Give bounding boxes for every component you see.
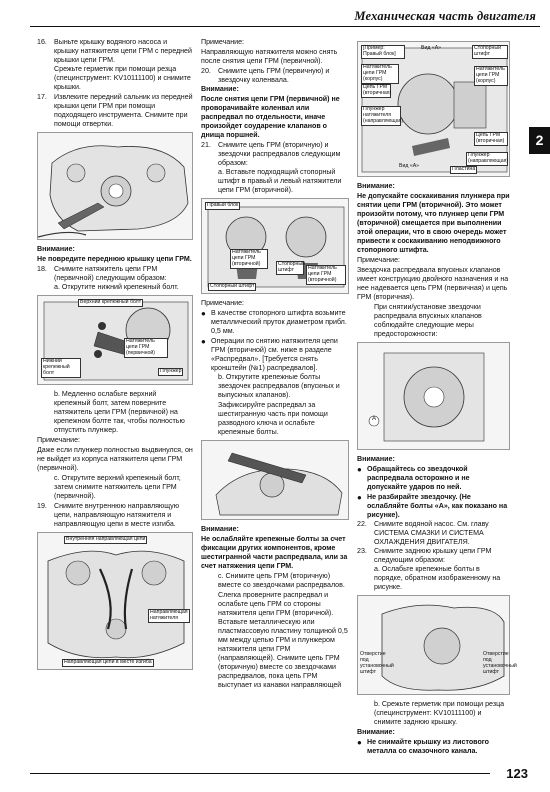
step-20: [201, 67, 349, 85]
step-subtext: с. Открутите верхний крепежный болт, затем снимите натяжитель цепи ГРМ (первичной).: [54, 474, 181, 500]
figure-label: Стопорный штифт: [278, 261, 306, 273]
step-text: Снимите цепь ГРМ (первичную) и звездочку коленвала.: [218, 67, 330, 84]
warning-title: Внимание:: [37, 245, 75, 253]
footer-rule: [30, 773, 490, 774]
step-number: 18.: [37, 265, 47, 273]
figure-label: Внутренняя направляющая цепи: [66, 536, 146, 542]
figure-label: Натяжитель цепи ГРМ (вторичной): [306, 265, 346, 285]
figure-label: Нижний крепежный болт: [41, 358, 81, 378]
figure-label: Натяжитель цепи ГРМ (вторичной): [230, 249, 268, 269]
note-bullet: ● В качестве стопорного штифта возьмите металлический пруток диаметром прибл. 0,5 мм.: [201, 309, 349, 336]
warning-title: Внимание:: [357, 182, 395, 190]
figure-label: Пластина: [452, 166, 476, 172]
step-subtext: b. Открутите крепежные болты звездочек распредвалов (впускных и выпускных клапанов).: [218, 373, 340, 399]
note-text: Направляющую натяжителя можно снять после снятия цепи ГРМ (первичной).: [201, 48, 338, 65]
bullet-text: Обращайтесь со звездочкой распредвала осторожно и не допускайте ударов по ней.: [367, 465, 470, 491]
step-22: [357, 520, 510, 547]
step-text: Снимите заднюю крышку цепи ГРМ следующим образом:: [374, 547, 492, 564]
step-number: 20.: [201, 67, 211, 75]
figure-front-cover-seal: [37, 132, 193, 240]
figure-label: Вид «А»: [421, 45, 442, 51]
step-number: 23.: [357, 547, 367, 555]
warning-text: Не ослабляйте крепежные болты за счет фиксации других компонентов, кроме шестигранной части распредвала, или за счет натяжения цепи ГРМ.: [201, 535, 348, 570]
step-21: [201, 141, 349, 168]
step-23: [357, 547, 510, 565]
figure-primary-tensioner: [37, 295, 193, 385]
step-number: 22.: [357, 520, 367, 528]
warning-text: Не допускайте соскакивания плунжера при снятии цепи ГРМ (вторичной). Это может произойти потому, что плунжер цепи ГРМ (вторичной) смещается при выполнении этой операции, что в свою очередь может привести к соскакиванию неподвижного стопорного штифта.: [357, 192, 510, 254]
column-3: [357, 38, 517, 756]
step-subtext: При снятии/установке звездочки распредвала впускных клапанов соблюдайте следующие меры предосторожности:: [374, 303, 482, 338]
figure-intake-sprocket: [357, 342, 510, 450]
warning-title: Внимание:: [201, 85, 239, 93]
note-title: Примечание:: [37, 436, 81, 444]
figure-label: Стопорный штифт: [210, 283, 255, 289]
figure-label: A: [372, 416, 377, 422]
figure-label: Плунжер (направляющая): [468, 152, 509, 164]
column-1: [37, 38, 193, 675]
step-text: Снимите цепь ГРМ (вторичную) и звездочки распредвалов следующим образом:: [218, 141, 341, 167]
warning-title: Внимание:: [357, 455, 395, 463]
bullet-text: Не разбирайте звездочку. (Не ослабляйте болты «А», как показано на рисунке).: [367, 493, 508, 519]
step-18: [37, 265, 193, 283]
step-subtext: Слегка проверните распредвал и ослабьте цепь ГРМ со стороны натяжителя цепи ГРМ (вторичной). Вставьте металлическую или пластмассовую пластину толщиной 0,5 мм между цепью ГРМ и плунжером натяжителя цепи ГРМ (направляющей). Снимите цепь ГРМ (вторичную) вместе со звездочками распредвалов, пока цепь ГРМ выступает из канавки направляющей: [218, 591, 348, 689]
side-tab: 2: [529, 127, 550, 154]
figure-label: Плунжер натяжителя (направляющая): [363, 106, 404, 124]
note-text: Звездочка распредвала впускных клапанов имеет конструкцию двойного назначения и на нее надевается цепь ГРМ (первичная) и цепь ГРМ (вторичная).: [357, 266, 509, 301]
warning-title: Внимание:: [201, 525, 239, 533]
chain-guides-drawing: [38, 533, 194, 671]
bullet-text: Операции по снятию натяжителя цепи ГРМ (вторичной) см. ниже в разделе «Распредвал». [Требуется снять кронштейн (№1) распредвалов].: [211, 337, 338, 372]
engine-cover-drawing: [38, 133, 194, 241]
rear-cover-drawing: [358, 596, 517, 696]
step-number: 19.: [37, 502, 47, 510]
warning-bullet: ● Обращайтесь со звездочкой распредвала осторожно и не допускайте ударов по ней.: [357, 465, 510, 492]
figure-label: Отверстие под установочный штифт: [360, 651, 394, 675]
figure-label: Отверстие под установочный штифт: [483, 651, 517, 675]
figure-label: Цепь ГРМ (вторичная): [474, 132, 508, 146]
step-subtext: Срежьте герметик при помощи резца (специнструмент: KV10111100) и снимите крышки.: [54, 65, 191, 91]
page-number: 123: [506, 766, 528, 781]
step-text: Снимите внутреннюю направляющую цепи, направляющую натяжителя и направляющую цепи в месте изгиба.: [54, 502, 180, 528]
warning-text: Не повредите переднюю крышку цепи ГРМ.: [37, 255, 192, 263]
figure-label: Плунжер: [160, 368, 182, 374]
figure-rear-cover-bolts: [357, 595, 517, 695]
step-text: Выньте крышку водяного насоса и крышку натяжителя цепи ГРМ с передней крышки цепи ГРМ.: [54, 38, 192, 64]
intake-sprocket-drawing: [358, 343, 511, 451]
step-number: 17.: [37, 93, 47, 101]
bullet-text: Не снимайте крышку из листового металла со смазочного канала.: [367, 738, 489, 755]
figure-camshaft-wrench: [201, 440, 349, 520]
note-title: Примечание:: [201, 299, 245, 307]
note-text: Даже если плунжер полностью выдвинулся, он не выйдет из корпуса натяжителя цепи ГРМ (первичной).: [37, 446, 193, 472]
figure-label: Цепь ГРМ (вторичная): [363, 84, 392, 96]
camshaft-wrench-drawing: [202, 441, 350, 521]
step-subtext: b. Срежьте герметик при помощи резца (специнструмент: KV10111100) и снимите заднюю крышку.: [374, 700, 505, 726]
step-16: [37, 38, 193, 65]
figure-label: Направляющая цепи в месте изгиба: [64, 659, 152, 665]
step-subtext: с. Снимите цепь ГРМ (вторичную) вместе со звездочками распредвалов.: [218, 572, 345, 589]
bullet-text: В качестве стопорного штифта возьмите металлический пруток диаметром прибл. 0,5 мм.: [211, 309, 347, 335]
step-number: 16.: [37, 38, 47, 46]
note-title: Примечание:: [357, 256, 401, 264]
step-subtext: b. Медленно ослабьте верхний крепежный болт, затем поверните натяжитель цепи ГРМ (первичной) на крепежном болте так, чтобы полностью отпустить плунжер.: [54, 390, 185, 434]
warning-bullet: ● Не разбирайте звездочку. (Не ослабляйте болты «А», как показано на рисунке).: [357, 493, 510, 520]
step-text: Снимите водяной насос. См. главу СИСТЕМА СМАЗКИ И СИСТЕМА ОХЛАЖДЕНИЯ ДВИГАТЕЛЯ.: [374, 520, 489, 546]
figure-view-a: [357, 41, 510, 177]
figure-secondary-tensioners: [201, 198, 349, 294]
figure-label: Стопорный штифт: [472, 45, 508, 59]
step-text: Снимите натяжитель цепи ГРМ (первичной) следующим образом:: [54, 265, 167, 282]
figure-label: [Пример: Правый блок]: [361, 45, 405, 59]
figure-label: Верхний крепежный болт: [80, 299, 142, 305]
note-bullet: ● Операции по снятию натяжителя цепи ГРМ (вторичной) см. ниже в разделе «Распредвал». [Требуется снять кронштейн (№1) распредвалов].: [201, 337, 349, 373]
step-subtext: Зафиксируйте распредвал за шестигранную часть при помощи разводного ключа и ослабьте крепежные болты.: [218, 401, 328, 436]
step-19: [37, 502, 193, 529]
warning-title: Внимание:: [357, 728, 395, 736]
step-subtext: а. Открутите нижний крепежный болт.: [54, 283, 179, 291]
figure-chain-guides: [37, 532, 193, 670]
step-text: Извлеките передний сальник из передней крышки цепи ГРМ при помощи подходящего инструмента. Снимите при помощи отвертки.: [54, 93, 193, 128]
figure-label: Вид «А»: [399, 163, 420, 169]
warning-bullet: ● Не снимайте крышку из листового металла со смазочного канала.: [357, 738, 510, 756]
header-rule: [30, 26, 540, 27]
column-2: [201, 38, 349, 691]
note-title: Примечание:: [201, 38, 245, 46]
step-subtext: а. Вставьте подходящий стопорный штифт в правый и левый натяжители цепи ГРМ (вторичной).: [218, 168, 342, 194]
figure-label: Натяжитель цепи ГРМ (корпус): [361, 64, 399, 84]
figure-label: Правый блок: [207, 202, 239, 208]
step-number: 21.: [201, 141, 211, 149]
step-subtext: а. Ослабьте крепежные болты в порядке, обратном изображенному на рисунке.: [374, 565, 501, 591]
figure-label: Натяжитель цепи ГРМ (корпус): [474, 66, 508, 86]
page-header-title: Механическая часть двигателя: [354, 9, 536, 23]
figure-label: Натяжитель цепи ГРМ (первичной): [124, 338, 168, 358]
figure-label: Направляющая натяжителя: [148, 609, 190, 623]
step-17: [37, 93, 193, 129]
warning-text: После снятия цепи ГРМ (первичной) не проворачивайте коленвал или распредвал по отдельности, иначе произойдет соударение клапанов о днища поршней.: [201, 95, 340, 139]
